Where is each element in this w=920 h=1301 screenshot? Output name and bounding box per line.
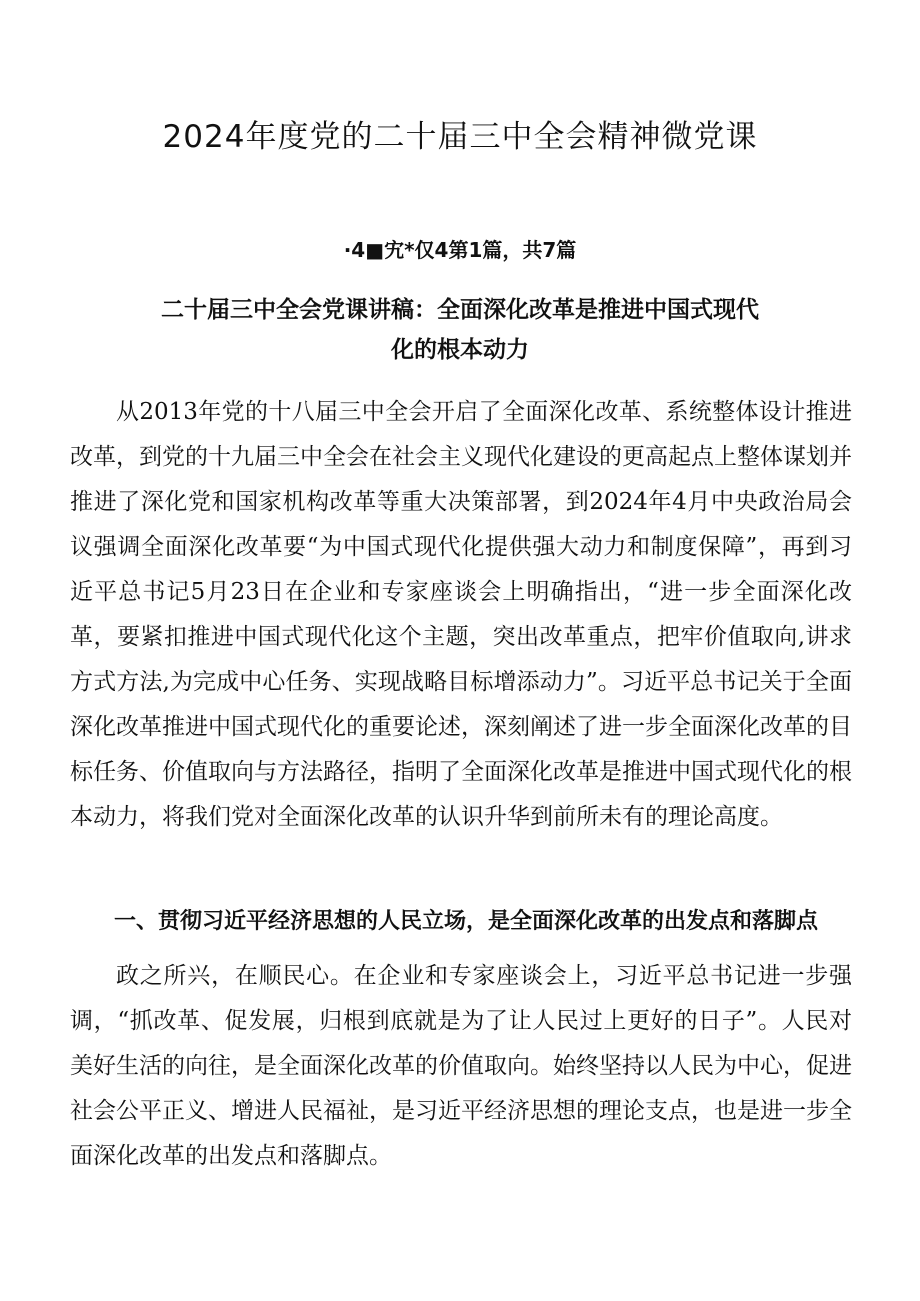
series-info: ·4■宄*仅4第1篇，共7篇 (343, 238, 577, 262)
body-paragraph-section-1: 政之所兴，在顺民心。在企业和专家座谈会上，习近平总书记进一步强调，“抓改革、促发展，归根到底就是为了让人民过上更好的日子”。人民对美好生活的向往，是全面深化改革的价值取向。始终坚持以人民为中心，促进社会公平正义、增进人民福祉，是习近平经济思想的理论支点，也是进一步全面深化改革的出发点和落脚点。 (70, 963, 852, 1169)
article-title: 二十届三中全会党课讲稿：全面深化改革是推进中国式现代化的根本动力 (161, 297, 759, 363)
document-title: 2024年度党的二十届三中全会精神微党课 (162, 119, 758, 155)
section-heading-1: 一、贯彻习近平经济思想的人民立场，是全面深化改革的出发点和落脚点 (114, 909, 819, 934)
body-paragraph-intro: 从2013年党的十八届三中全会开启了全面深化改革、系统整体设计推进改革，到党的十九届三中全会在社会主义现代化建设的更高起点上整体谋划并推进了深化党和国家机构改革等重大决策部署，到2024年4月中央政治局会议强调全面深化改革要“为中国式现代化提供强大动力和制度保障”，再到习近平总书记5月23日在企业和专家座谈会上明确指出，“进一步全面深化改革，要紧扣推进中国式现代化这个主题，突出改革重点，把牢价值取向,讲求方式方法,为完成中心任务、实现战略目标增添动力”。习近平总书记关于全面深化改革推进中国式现代化的重要论述，深刻阐述了进一步全面深化改革的目标任务、价值取向与方法路径，指明了全面深化改革是推进中国式现代化的根本动力，将我们党对全面深化改革的认识升华到前所未有的理论高度。 (70, 399, 852, 830)
